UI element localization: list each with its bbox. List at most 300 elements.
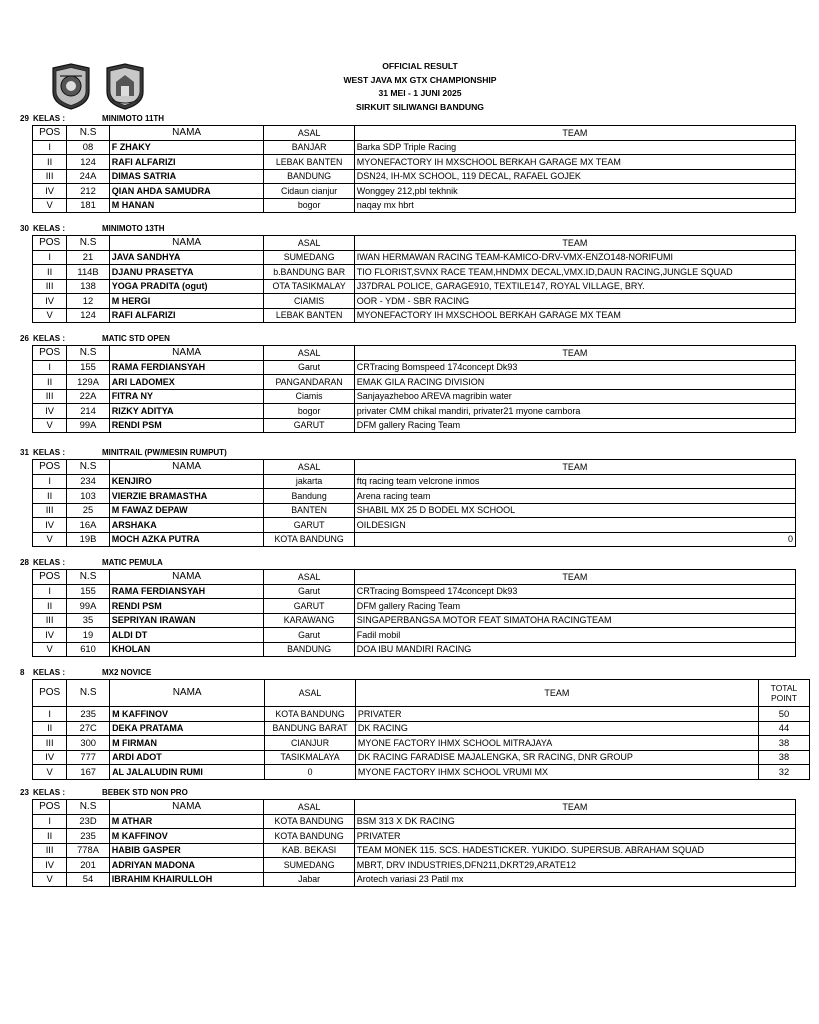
table-row xyxy=(33,265,796,280)
col-ns: N.S xyxy=(67,800,110,815)
results-table xyxy=(32,345,796,433)
cell-ns: 155 xyxy=(67,584,110,599)
cell-team: DSN24, IH-MX SCHOOL, 119 DECAL, RAFAEL GOJEK xyxy=(354,169,795,184)
cell-pos: V xyxy=(33,418,67,433)
cell-ns: 300 xyxy=(67,736,110,751)
cell-pos: III xyxy=(33,279,67,294)
table-row xyxy=(33,599,796,614)
table-row xyxy=(33,642,796,657)
class-section xyxy=(20,668,810,777)
cell-ns: 235 xyxy=(67,707,110,722)
cell-pos: V xyxy=(33,198,67,213)
cell-nama: QIAN AHDA SAMUDRA xyxy=(109,184,264,199)
cell-team: DFM gallery Racing Team xyxy=(354,418,795,433)
col-asal: ASAL xyxy=(264,236,354,251)
kelas-label: KELAS : xyxy=(33,224,65,233)
table-row xyxy=(33,198,796,213)
cell-team: PRIVATER xyxy=(355,707,758,722)
cell-ns: 114B xyxy=(67,265,110,280)
cell-pos: I xyxy=(33,250,67,265)
col-nama: NAMA xyxy=(109,800,264,815)
cell-ns: 99A xyxy=(67,599,110,614)
table-row xyxy=(33,613,796,628)
cell-asal: KOTA BANDUNG xyxy=(264,532,354,547)
club-emblem-left xyxy=(50,62,92,110)
cell-pos: I xyxy=(33,474,67,489)
col-team: TEAM xyxy=(354,346,795,361)
cell-team: J37DRAL POLICE, GARAGE910, TEXTILE147, ROYAL VILLAGE, BRY. xyxy=(354,279,795,294)
cell-team: DK RACING xyxy=(355,721,758,736)
col-nama: NAMA xyxy=(109,460,264,475)
cell-pos: IV xyxy=(33,184,67,199)
col-nama: NAMA xyxy=(109,346,264,361)
cell-asal: Garut xyxy=(264,360,354,375)
table-row xyxy=(33,140,796,155)
cell-asal: b.BANDUNG BAR xyxy=(264,265,354,280)
cell-team: SINGAPERBANGSA MOTOR FEAT SIMATOHA RACINGTEAM xyxy=(354,613,795,628)
cell-total: 38 xyxy=(758,736,809,751)
cell-team: SHABIL MX 25 D BODEL MX SCHOOL xyxy=(354,503,795,518)
jawa-barat-emblem xyxy=(104,62,146,110)
class-name: MATIC STD OPEN xyxy=(102,334,170,343)
cell-ns: 19 xyxy=(67,628,110,643)
cell-team: MBRT, DRV INDUSTRIES,DFN211,DKRT29,ARATE12 xyxy=(354,858,795,873)
kelas-label: KELAS : xyxy=(33,448,65,457)
table-row xyxy=(33,389,796,404)
class-number: 29 xyxy=(20,114,29,123)
class-number: 31 xyxy=(20,448,29,457)
cell-ns: 22A xyxy=(67,389,110,404)
cell-ns: 16A xyxy=(67,518,110,533)
col-team: TEAM xyxy=(355,680,758,707)
cell-team: MYONEFACTORY IH MXSCHOOL BERKAH GARAGE MX TEAM xyxy=(354,308,795,323)
col-ns: N.S xyxy=(67,680,110,707)
cell-pos: I xyxy=(33,584,67,599)
cell-nama: M HERGI xyxy=(109,294,264,309)
cell-asal: GARUT xyxy=(264,518,354,533)
cell-ns: 777 xyxy=(67,750,110,765)
cell-pos: III xyxy=(33,503,67,518)
cell-nama: ARI LADOMEX xyxy=(109,375,264,390)
class-name: MINITRAIL (PW/MESIN RUMPUT) xyxy=(102,448,227,457)
cell-pos: IV xyxy=(33,750,67,765)
table-row xyxy=(33,375,796,390)
table-row xyxy=(33,518,796,533)
col-team: TEAM xyxy=(354,800,795,815)
cell-nama: F ZHAKY xyxy=(109,140,264,155)
cell-ns: 99A xyxy=(67,418,110,433)
col-team: TEAM xyxy=(354,460,795,475)
col-team: TEAM xyxy=(354,126,795,141)
kelas-label: KELAS : xyxy=(33,558,65,567)
cell-asal: KOTA BANDUNG xyxy=(264,829,354,844)
results-header xyxy=(300,60,540,114)
cell-nama: RAMA FERDIANSYAH xyxy=(109,360,264,375)
cell-ns: 155 xyxy=(67,360,110,375)
cell-team: privater CMM chikal mandiri, privater21 myone cambora xyxy=(354,404,795,419)
col-asal: ASAL xyxy=(264,346,354,361)
table-row xyxy=(33,858,796,873)
cell-pos: V xyxy=(33,642,67,657)
table-row xyxy=(33,584,796,599)
cell-nama: JAVA SANDHYA xyxy=(109,250,264,265)
cell-asal: Garut xyxy=(264,584,354,599)
cell-team: MYONE FACTORY IHMX SCHOOL MITRAJAYA xyxy=(355,736,758,751)
cell-team: TIO FLORIST,SVNX RACE TEAM,HNDMX DECAL,VMX.ID,DAUN RACING,JUNGLE SQUAD xyxy=(354,265,795,280)
cell-nama: MOCH AZKA PUTRA xyxy=(109,532,264,547)
header-championship: WEST JAVA MX GTX CHAMPIONSHIP xyxy=(343,74,497,85)
cell-nama: M HANAN xyxy=(109,198,264,213)
cell-ns: 23D xyxy=(67,814,110,829)
cell-nama: ARSHAKA xyxy=(109,518,264,533)
results-table xyxy=(32,679,810,780)
cell-nama: DEKA PRATAMA xyxy=(110,721,265,736)
cell-nama: AL JALALUDIN RUMI xyxy=(110,765,265,780)
cell-asal: BANTEN xyxy=(264,503,354,518)
cell-team: CRTracing Bomspeed 174concept Dk93 xyxy=(354,584,795,599)
cell-ns: 27C xyxy=(67,721,110,736)
kelas-label: KELAS : xyxy=(33,788,65,797)
cell-team: naqay mx hbrt xyxy=(354,198,795,213)
cell-nama: HABIB GASPER xyxy=(109,843,264,858)
cell-total: 32 xyxy=(758,765,809,780)
table-row xyxy=(33,814,796,829)
cell-asal: CIAMIS xyxy=(264,294,354,309)
cell-pos: II xyxy=(33,829,67,844)
cell-pos: III xyxy=(33,736,67,751)
class-number: 28 xyxy=(20,558,29,567)
results-table xyxy=(32,459,796,547)
col-ns: N.S xyxy=(67,570,110,585)
col-ns: N.S xyxy=(67,126,110,141)
col-team: TEAM xyxy=(354,570,795,585)
cell-ns: 19B xyxy=(67,532,110,547)
class-name: MINIMOTO 11TH xyxy=(102,114,165,123)
cell-pos: V xyxy=(33,308,67,323)
col-nama: NAMA xyxy=(110,680,265,707)
cell-ns: 138 xyxy=(67,279,110,294)
table-row xyxy=(33,279,796,294)
cell-pos: IV xyxy=(33,294,67,309)
table-row xyxy=(33,489,796,504)
table-row xyxy=(33,750,810,765)
cell-nama: YOGA PRADITA (ogut) xyxy=(109,279,264,294)
kelas-label: KELAS : xyxy=(33,334,65,343)
cell-nama: SEPRIYAN IRAWAN xyxy=(109,613,264,628)
table-row xyxy=(33,404,796,419)
cell-asal: BANDUNG BARAT xyxy=(265,721,356,736)
cell-asal: KARAWANG xyxy=(264,613,354,628)
cell-asal: BANJAR xyxy=(264,140,354,155)
col-pos: POS xyxy=(33,460,67,475)
class-section xyxy=(20,558,810,655)
header-title: OFFICIAL RESULT xyxy=(382,61,458,71)
cell-team xyxy=(354,532,795,547)
table-row xyxy=(33,628,796,643)
cell-team-value: 0 xyxy=(787,534,793,545)
cell-nama: DIMAS SATRIA xyxy=(109,169,264,184)
cell-ns: 124 xyxy=(67,155,110,170)
cell-nama: RIZKY ADITYA xyxy=(109,404,264,419)
table-row xyxy=(33,736,810,751)
table-row xyxy=(33,418,796,433)
cell-pos: IV xyxy=(33,858,67,873)
class-section xyxy=(20,448,810,545)
cell-nama: M FIRMAN xyxy=(110,736,265,751)
cell-pos: II xyxy=(33,375,67,390)
cell-ns: 24A xyxy=(67,169,110,184)
table-header-row xyxy=(33,570,796,585)
col-asal: ASAL xyxy=(264,800,354,815)
cell-team: Arotech variasi 23 Patil mx xyxy=(354,872,795,887)
cell-ns: 129A xyxy=(67,375,110,390)
cell-ns: 35 xyxy=(67,613,110,628)
cell-team: DOA IBU MANDIRI RACING xyxy=(354,642,795,657)
cell-pos: I xyxy=(33,707,67,722)
class-number: 23 xyxy=(20,788,29,797)
cell-asal: GARUT xyxy=(264,418,354,433)
cell-team: PRIVATER xyxy=(354,829,795,844)
cell-nama: DJANU PRASETYA xyxy=(109,265,264,280)
class-name: MX2 NOVICE xyxy=(102,668,152,677)
class-section xyxy=(20,334,810,431)
table-header-row xyxy=(33,236,796,251)
cell-ns: 103 xyxy=(67,489,110,504)
cell-asal: SUMEDANG xyxy=(264,858,354,873)
cell-pos: III xyxy=(33,389,67,404)
cell-nama: ARDI ADOT xyxy=(110,750,265,765)
cell-ns: 12 xyxy=(67,294,110,309)
cell-team: Wonggey 212,pbl tekhnik xyxy=(354,184,795,199)
cell-nama: VIERZIE BRAMASTHA xyxy=(109,489,264,504)
cell-total: 50 xyxy=(758,707,809,722)
cell-asal: SUMEDANG xyxy=(264,250,354,265)
cell-nama: FITRA NY xyxy=(109,389,264,404)
col-nama: NAMA xyxy=(109,570,264,585)
col-asal: ASAL xyxy=(264,570,354,585)
cell-pos: III xyxy=(33,613,67,628)
cell-team: ftq racing team velcrone inmos xyxy=(354,474,795,489)
col-pos: POS xyxy=(33,126,67,141)
cell-pos: IV xyxy=(33,628,67,643)
cell-total: 38 xyxy=(758,750,809,765)
class-name: MATIC PEMULA xyxy=(102,558,163,567)
cell-pos: V xyxy=(33,532,67,547)
cell-nama: ALDI DT xyxy=(109,628,264,643)
cell-ns: 201 xyxy=(67,858,110,873)
cell-asal: Bandung xyxy=(264,489,354,504)
cell-asal: jakarta xyxy=(264,474,354,489)
cell-asal: PANGANDARAN xyxy=(264,375,354,390)
cell-pos: II xyxy=(33,599,67,614)
cell-asal: bogor xyxy=(264,404,354,419)
cell-ns: 21 xyxy=(67,250,110,265)
table-row xyxy=(33,294,796,309)
cell-ns: 124 xyxy=(67,308,110,323)
cell-asal: Jabar xyxy=(264,872,354,887)
cell-team: TEAM MONEK 115. SCS. HADESTICKER. YUKIDO. SUPERSUB. ABRAHAM SQUAD xyxy=(354,843,795,858)
results-table xyxy=(32,799,796,887)
cell-asal: GARUT xyxy=(264,599,354,614)
cell-pos: II xyxy=(33,721,67,736)
cell-pos: I xyxy=(33,814,67,829)
cell-asal: CIANJUR xyxy=(265,736,356,751)
cell-asal: TASIKMALAYA xyxy=(265,750,356,765)
header-date: 31 MEI - 1 JUNI 2025 xyxy=(378,88,462,98)
cell-asal: LEBAK BANTEN xyxy=(264,155,354,170)
cell-ns: 25 xyxy=(67,503,110,518)
col-ns: N.S xyxy=(67,236,110,251)
cell-nama: ADRIYAN MADONA xyxy=(109,858,264,873)
cell-team: OILDESIGN xyxy=(354,518,795,533)
table-row xyxy=(33,843,796,858)
cell-nama: M KAFFINOV xyxy=(110,707,265,722)
class-number: 30 xyxy=(20,224,29,233)
cell-team: EMAK GILA RACING DIVISION xyxy=(354,375,795,390)
table-row xyxy=(33,250,796,265)
kelas-label: KELAS : xyxy=(33,114,65,123)
cell-nama: KHOLAN xyxy=(109,642,264,657)
cell-asal: 0 xyxy=(265,765,356,780)
table-row xyxy=(33,474,796,489)
table-row xyxy=(33,829,796,844)
col-pos: POS xyxy=(33,346,67,361)
cell-team: BSM 313 X DK RACING xyxy=(354,814,795,829)
table-header-row xyxy=(33,346,796,361)
col-ns: N.S xyxy=(67,346,110,361)
cell-pos: II xyxy=(33,155,67,170)
col-asal: ASAL xyxy=(265,680,356,707)
cell-team: OOR - YDM - SBR RACING xyxy=(354,294,795,309)
table-row xyxy=(33,765,810,780)
col-pos: POS xyxy=(33,570,67,585)
cell-team: DFM gallery Racing Team xyxy=(354,599,795,614)
cell-nama: KENJIRO xyxy=(109,474,264,489)
cell-nama: RAFI ALFARIZI xyxy=(109,155,264,170)
class-section xyxy=(20,114,810,211)
cell-nama: IBRAHIM KHAIRULLOH xyxy=(109,872,264,887)
class-name: MINIMOTO 13TH xyxy=(102,224,165,233)
table-row xyxy=(33,169,796,184)
table-row xyxy=(33,360,796,375)
cell-pos: V xyxy=(33,872,67,887)
cell-nama: M KAFFINOV xyxy=(109,829,264,844)
table-row xyxy=(33,532,796,547)
cell-team: DK RACING FARADISE MAJALENGKA, SR RACING, DNR GROUP xyxy=(355,750,758,765)
cell-ns: 181 xyxy=(67,198,110,213)
cell-pos: III xyxy=(33,843,67,858)
cell-asal: bogor xyxy=(264,198,354,213)
col-pos: POS xyxy=(33,236,67,251)
class-name: BEBEK STD NON PRO xyxy=(102,788,188,797)
table-row xyxy=(33,503,796,518)
table-row xyxy=(33,872,796,887)
cell-asal: KOTA BANDUNG xyxy=(264,814,354,829)
cell-asal: LEBAK BANTEN xyxy=(264,308,354,323)
col-pos: POS xyxy=(33,680,67,707)
cell-nama: RENDI PSM xyxy=(109,599,264,614)
cell-team: Sanjayazheboo AREVA magribin water xyxy=(354,389,795,404)
cell-team: Fadil mobil xyxy=(354,628,795,643)
cell-nama: RAFI ALFARIZI xyxy=(109,308,264,323)
cell-asal: BANDUNG xyxy=(264,642,354,657)
table-row xyxy=(33,707,810,722)
cell-pos: II xyxy=(33,265,67,280)
col-ns: N.S xyxy=(67,460,110,475)
col-team: TEAM xyxy=(354,236,795,251)
cell-team: MYONE FACTORY IHMX SCHOOL VRUMI MX xyxy=(355,765,758,780)
cell-ns: 08 xyxy=(67,140,110,155)
cell-ns: 234 xyxy=(67,474,110,489)
cell-team: Arena racing team xyxy=(354,489,795,504)
cell-ns: 778A xyxy=(67,843,110,858)
cell-ns: 214 xyxy=(67,404,110,419)
cell-asal: KAB. BEKASI xyxy=(264,843,354,858)
cell-asal: KOTA BANDUNG xyxy=(265,707,356,722)
class-number: 8 xyxy=(20,668,25,677)
cell-team: MYONEFACTORY IH MXSCHOOL BERKAH GARAGE MX TEAM xyxy=(354,155,795,170)
cell-pos: IV xyxy=(33,404,67,419)
table-header-row xyxy=(33,680,810,707)
col-pos: POS xyxy=(33,800,67,815)
results-table xyxy=(32,235,796,323)
cell-team: CRTracing Bomspeed 174concept Dk93 xyxy=(354,360,795,375)
cell-pos: I xyxy=(33,140,67,155)
class-section xyxy=(20,224,810,321)
cell-pos: III xyxy=(33,169,67,184)
cell-pos: II xyxy=(33,489,67,504)
class-section xyxy=(20,788,810,885)
cell-ns: 235 xyxy=(67,829,110,844)
cell-asal: Ciamis xyxy=(264,389,354,404)
class-number: 26 xyxy=(20,334,29,343)
cell-asal: OTA TASIKMALAY xyxy=(264,279,354,294)
table-row xyxy=(33,308,796,323)
results-table xyxy=(32,125,796,213)
col-total-point: TOTAL POINT xyxy=(758,680,809,707)
col-asal: ASAL xyxy=(264,126,354,141)
table-header-row xyxy=(33,800,796,815)
cell-total: 44 xyxy=(758,721,809,736)
table-header-row xyxy=(33,460,796,475)
cell-pos: IV xyxy=(33,518,67,533)
cell-team: IWAN HERMAWAN RACING TEAM-KAMICO-DRV-VMX-ENZO148-NORIFUMI xyxy=(354,250,795,265)
col-nama: NAMA xyxy=(109,236,264,251)
cell-nama: M FAWAZ DEPAW xyxy=(109,503,264,518)
cell-team: Barka SDP Triple Racing xyxy=(354,140,795,155)
cell-ns: 167 xyxy=(67,765,110,780)
cell-pos: I xyxy=(33,360,67,375)
table-header-row xyxy=(33,126,796,141)
cell-asal: Cidaun cianjur xyxy=(264,184,354,199)
kelas-label: KELAS : xyxy=(33,668,65,677)
results-table xyxy=(32,569,796,657)
header-venue: SIRKUIT SILIWANGI BANDUNG xyxy=(356,101,484,112)
cell-ns: 212 xyxy=(67,184,110,199)
cell-ns: 610 xyxy=(67,642,110,657)
table-row xyxy=(33,721,810,736)
col-nama: NAMA xyxy=(109,126,264,141)
cell-pos: V xyxy=(33,765,67,780)
cell-nama: RENDI PSM xyxy=(109,418,264,433)
table-row xyxy=(33,155,796,170)
table-row xyxy=(33,184,796,199)
col-asal: ASAL xyxy=(264,460,354,475)
cell-nama: RAMA FERDIANSYAH xyxy=(109,584,264,599)
cell-nama: M ATHAR xyxy=(109,814,264,829)
cell-asal: Garut xyxy=(264,628,354,643)
cell-ns: 54 xyxy=(67,872,110,887)
